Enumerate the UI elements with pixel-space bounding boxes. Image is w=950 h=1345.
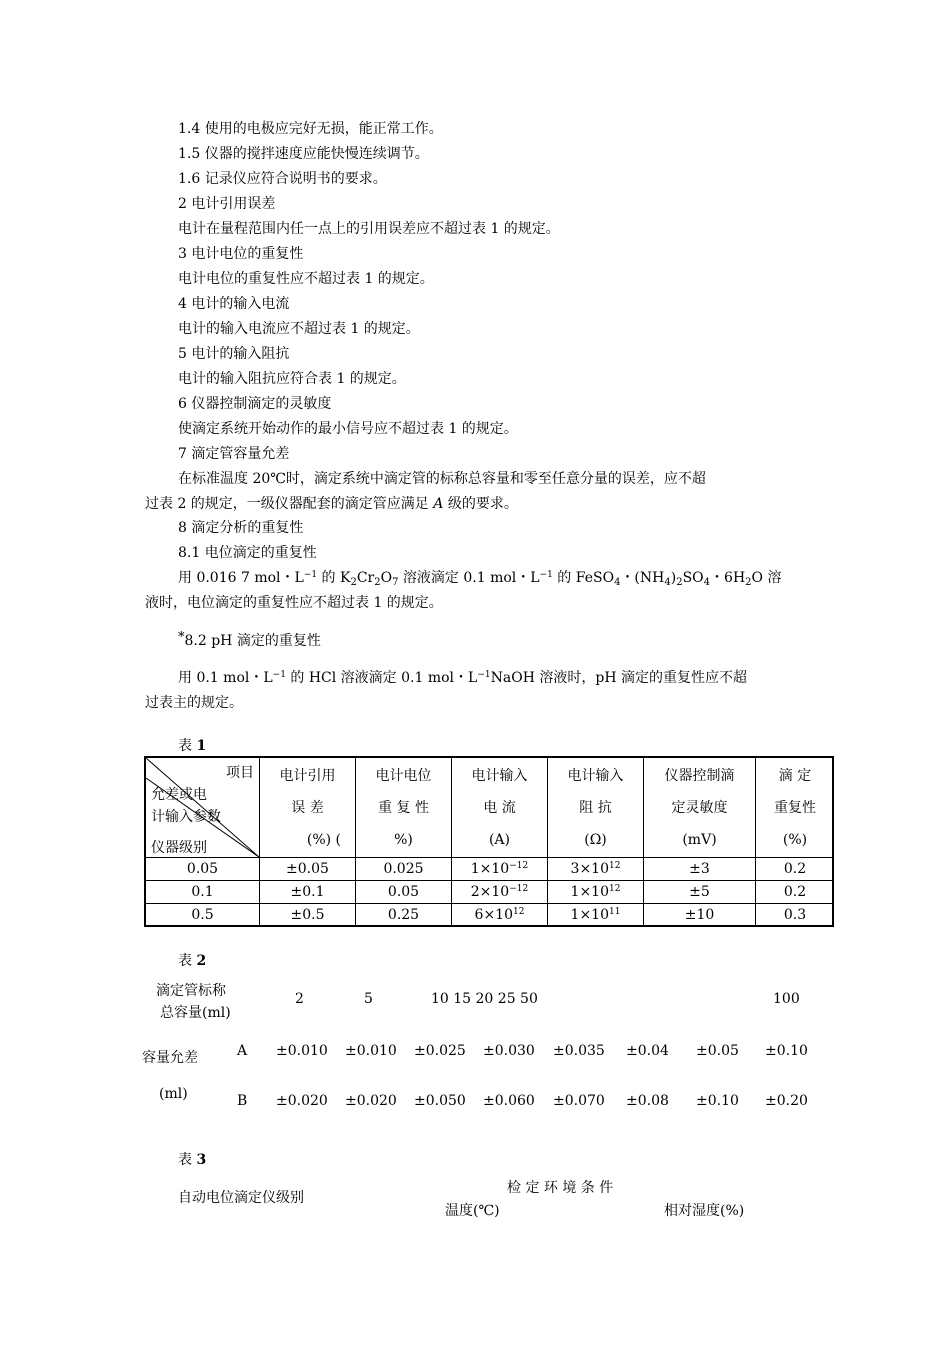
text-run: 的 FeSO (552, 570, 615, 586)
text-run: ・(NH (620, 570, 665, 586)
header-line: 仪器控制滴 (664, 768, 735, 784)
caption-number: 2 (196, 953, 207, 969)
clause-8-2-line1 (178, 669, 747, 687)
text-run: ・6H (710, 570, 746, 586)
table3-conditions-header: 检 定 环 境 条 件 (507, 1180, 614, 1196)
cell-exponent: 11 (609, 907, 621, 917)
cell (548, 907, 643, 923)
subscript: 4 (614, 577, 621, 588)
header-line: (Ω) (584, 832, 607, 848)
cell: ±0.020 (276, 1093, 328, 1109)
text-run: Cr (356, 570, 375, 586)
text-run: NaOH 溶液时，pH 滴定的重复性应不超 (490, 670, 747, 686)
cell (548, 884, 643, 900)
clause-4-text: 电计的输入电流应不超过表 1 的规定。 (178, 321, 420, 337)
heading-8: 8 滴定分析的重复性 (178, 520, 304, 536)
capacity-value: 2 (295, 991, 304, 1007)
cell: ±0.060 (483, 1093, 535, 1109)
capacity-value: 10 15 20 25 50 (431, 991, 538, 1007)
text-run: O 溶 (751, 570, 782, 586)
header-input-impedance (548, 760, 643, 856)
text-run: SO (682, 570, 704, 586)
header-line: (%) (782, 832, 808, 848)
grade-b-label: B (237, 1093, 248, 1109)
cell: ±5 (689, 884, 710, 900)
cell (452, 907, 547, 923)
caption-number: 3 (196, 1152, 207, 1168)
heading-8-2-text: 8.2 pH 滴定的重复性 (184, 633, 321, 649)
superscript: −1 (303, 570, 318, 580)
cell: ±0.04 (626, 1043, 669, 1059)
cell: 0.2 (783, 884, 807, 900)
subscript: 2 (374, 577, 381, 588)
cell: 0.25 (387, 907, 420, 923)
tolerance-label: 容量允差 (142, 1050, 198, 1066)
cell: 0.3 (783, 907, 807, 923)
superscript: −1 (539, 570, 553, 580)
table3-caption (178, 1151, 206, 1169)
table3-level-header: 自动电位滴定仪级别 (178, 1190, 304, 1206)
cell: ±0.030 (483, 1043, 535, 1059)
corner-label-tolerance-2: 计输入参数 (151, 809, 221, 825)
cell-exponent: 12 (513, 907, 525, 917)
cell-level: 0.5 (191, 907, 214, 923)
header-line: (A) (488, 832, 511, 848)
superscript: −1 (477, 670, 491, 680)
header-line: 重复性 (774, 800, 816, 816)
subscript: 4 (664, 577, 671, 588)
caption-prefix: 表 (178, 1152, 197, 1168)
header-line: 电计输入 (567, 768, 624, 784)
cell: ±0.10 (765, 1043, 808, 1059)
cell: ±0.08 (626, 1093, 669, 1109)
corner-label-level: 仪器级别 (151, 840, 207, 856)
clause-8-1-line1 (178, 569, 781, 587)
header-line: 电计电位 (375, 768, 432, 784)
cell-mantissa: 1×10 (570, 884, 609, 900)
header-line: 滴 定 (778, 768, 812, 784)
table2-head-line1: 滴定管标称 (156, 983, 226, 999)
header-line: 电计输入 (471, 768, 528, 784)
cell-exponent: −12 (509, 884, 529, 894)
cell-level: 0.05 (186, 861, 219, 877)
cell-level: 0.1 (191, 884, 214, 900)
text-run: 用 0.1 mol・L (178, 670, 273, 686)
subscript: 2 (676, 577, 683, 588)
cell: ±0.20 (765, 1093, 808, 1109)
table-rule (146, 880, 832, 881)
clause-7-text-line2 (145, 495, 518, 513)
superscript: −1 (272, 670, 286, 680)
heading-5: 5 电计的输入阻抗 (178, 346, 290, 362)
text-run: 的 HCl 溶液滴定 0.1 mol・L (285, 670, 478, 686)
capacity-value: 5 (364, 991, 373, 1007)
text-run: ) (670, 570, 677, 586)
cell-exponent: −12 (509, 861, 529, 871)
heading-4: 4 电计的输入电流 (178, 296, 290, 312)
grade-a-label: A (237, 1043, 248, 1059)
header-reference-error (260, 760, 355, 856)
cell (548, 861, 643, 877)
caption-number: 1 (196, 738, 207, 754)
header-line: %) (394, 832, 413, 848)
tolerance-unit: (ml) (159, 1086, 188, 1102)
clause-3-text: 电计电位的重复性应不超过表 1 的规定。 (178, 271, 434, 287)
header-line: 定灵敏度 (671, 800, 728, 816)
grade-a-italic: A (433, 496, 444, 512)
header-line: 阻 抗 (579, 800, 612, 816)
subscript: 2 (745, 577, 752, 588)
cell-exponent: 12 (609, 884, 621, 894)
cell-exponent: 12 (609, 861, 621, 871)
cell: ±0.05 (696, 1043, 739, 1059)
clause-5-text: 电计的输入阻抗应符合表 1 的规定。 (178, 371, 406, 387)
heading-6: 6 仪器控制滴定的灵敏度 (178, 396, 332, 412)
cell-mantissa: 3×10 (570, 861, 609, 877)
cell (452, 884, 547, 900)
cell: 0.2 (783, 861, 807, 877)
capacity-value: 100 (773, 991, 800, 1007)
clause-7-text-part2: 级的要求。 (443, 496, 518, 512)
cell: ±10 (684, 907, 715, 923)
table3-temperature-header: 温度(℃) (445, 1203, 500, 1219)
header-input-current (452, 760, 547, 856)
cell-mantissa: 1×10 (570, 907, 609, 923)
cell: ±0.025 (414, 1043, 466, 1059)
header-line: (mV) (682, 832, 717, 848)
cell: ±0.035 (553, 1043, 605, 1059)
cell-mantissa: 6×10 (474, 907, 513, 923)
table-1 (144, 756, 834, 927)
header-line: 电计引用 (279, 768, 336, 784)
heading-8-2 (178, 632, 321, 650)
cell: ±0.020 (345, 1093, 397, 1109)
header-line: 误 差 (291, 800, 324, 816)
table1-caption (178, 737, 206, 755)
cell: ±0.050 (414, 1093, 466, 1109)
header-line: (%) ( (306, 832, 341, 848)
cell-mantissa: 2×10 (470, 884, 510, 900)
clause-1-6: 1.6 记录仪应符合说明书的要求。 (178, 171, 387, 187)
cell: ±0.5 (290, 907, 325, 923)
clause-6-text: 使滴定系统开始动作的最小信号应不超过表 1 的规定。 (178, 421, 518, 437)
header-potential-repeatability (356, 760, 451, 856)
cell: ±0.1 (290, 884, 325, 900)
text-run: O (380, 570, 393, 586)
clause-2-text: 电计在量程范围内任一点上的引用误差应不超过表 1 的规定。 (178, 221, 560, 237)
header-line: 电 流 (483, 800, 516, 816)
cell: 0.025 (383, 861, 424, 877)
table2-caption (178, 952, 206, 970)
corner-label-item: 项目 (226, 765, 254, 781)
header-line: 重 复 性 (378, 800, 429, 816)
asterisk-mark: * (178, 630, 185, 645)
table3-humidity-header: 相对湿度(%) (664, 1203, 745, 1219)
clause-8-1-line2: 液时，电位滴定的重复性应不超过表 1 的规定。 (145, 595, 443, 611)
table2-head-line2: 总容量(ml) (160, 1005, 231, 1021)
header-titration-repeatability (756, 760, 834, 856)
text-run: 溶液滴定 0.1 mol・L (398, 570, 540, 586)
clause-7-text-line1: 在标准温度 20℃时，滴定系统中滴定管的标称总容量和零至任意分量的误差，应不超 (178, 471, 706, 487)
heading-8-1: 8.1 电位滴定的重复性 (178, 545, 317, 561)
cell-mantissa: 1×10 (470, 861, 510, 877)
corner-label-tolerance-1: 允差或电 (151, 787, 207, 803)
text-run: 的 K (317, 570, 351, 586)
cell (452, 861, 547, 877)
cell: ±0.05 (286, 861, 329, 877)
cell: ±0.10 (696, 1093, 739, 1109)
cell: ±0.010 (276, 1043, 328, 1059)
heading-3: 3 电计电位的重复性 (178, 246, 304, 262)
subscript: 4 (703, 577, 711, 588)
header-control-sensitivity (644, 760, 755, 856)
text-run: 用 0.016 7 mol・L (178, 570, 304, 586)
clause-1-4: 1.4 使用的电极应完好无损，能正常工作。 (178, 121, 443, 137)
heading-2: 2 电计引用误差 (178, 196, 276, 212)
cell: ±3 (689, 861, 710, 877)
clause-7-text-part1: 过表 2 的规定，一级仪器配套的滴定管应满足 (145, 496, 434, 512)
cell: ±0.010 (345, 1043, 397, 1059)
subscript: 2 (350, 577, 357, 588)
table-rule (146, 903, 832, 904)
heading-7: 7 滴定管容量允差 (178, 446, 290, 462)
cell: 0.05 (387, 884, 420, 900)
caption-prefix: 表 (178, 953, 197, 969)
subscript: 7 (392, 577, 399, 588)
caption-prefix: 表 (178, 738, 197, 754)
clause-1-5: 1.5 仪器的搅拌速度应能快慢连续调节。 (178, 146, 429, 162)
cell: ±0.070 (553, 1093, 605, 1109)
clause-8-2-line2: 过表主的规定。 (145, 695, 243, 711)
